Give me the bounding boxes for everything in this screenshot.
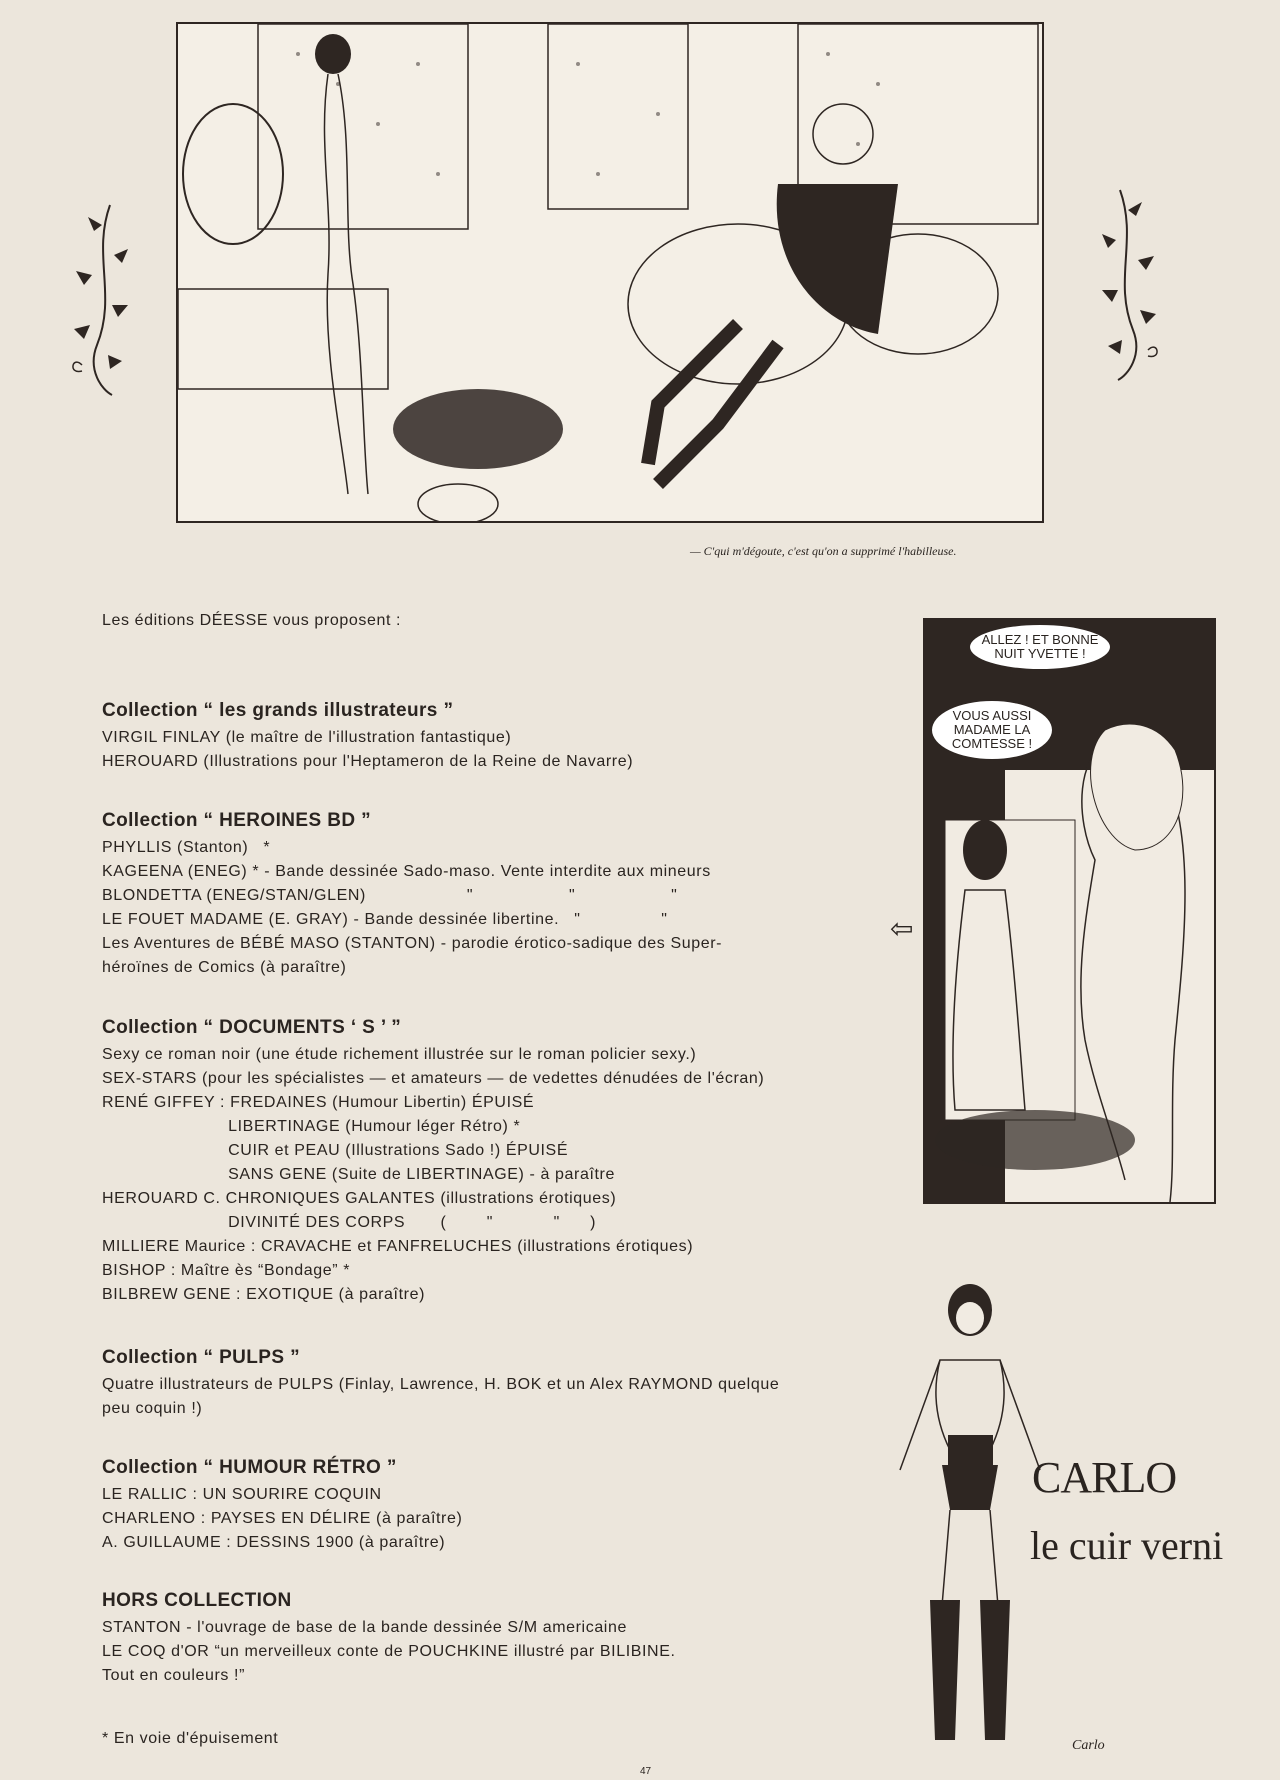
section-line: A. GUILLAUME : DESSINS 1900 (à paraître) [102, 1534, 446, 1551]
speech-bubble-1: ALLEZ ! ET BONNE NUIT YVETTE ! [969, 624, 1111, 670]
section-title: Collection “ DOCUMENTS ‘ S ’ ” [102, 1017, 402, 1038]
section-line: VIRGIL FINLAY (le maître de l'illustration fantastique) [102, 729, 512, 746]
ad-title: CARLO [1032, 1453, 1177, 1502]
section-line: HEROUARD (Illustrations pour l'Heptameron de la Reine de Navarre) [102, 753, 634, 770]
section-title: Collection “ PULPS ” [102, 1347, 301, 1368]
section-line: LIBERTINAGE (Humour léger Rétro) * [102, 1118, 521, 1135]
section-title: Collection “ HUMOUR RÉTRO ” [102, 1457, 397, 1478]
section-title: HORS COLLECTION [102, 1590, 292, 1611]
section-line: PHYLLIS (Stanton) * [102, 839, 271, 856]
section-line: KAGEENA (ENEG) * - Bande dessinée Sado-maso. Vente interdite aux mineurs [102, 863, 711, 880]
illustration-scene [178, 24, 1042, 521]
section-line: SANS GENE (Suite de LIBERTINAGE) - à paraître [102, 1166, 615, 1183]
carlo-figure-illustration [880, 1270, 1060, 1750]
footnote [102, 1727, 882, 1751]
section-line: CHARLENO : PAYSES EN DÉLIRE (à paraître) [102, 1510, 463, 1527]
section-line: Tout en couleurs !” [102, 1667, 246, 1684]
section-line: STANTON - l'ouvrage de base de la bande dessinée S/M americaine [102, 1619, 627, 1636]
section-hors-collection [102, 1590, 882, 1688]
section-line: CUIR et PEAU (Illustrations Sado !) ÉPUISÉ [102, 1142, 569, 1159]
section-title: Collection “ les grands illustrateurs ” [102, 700, 454, 721]
section-line: MILLIERE Maurice : CRAVACHE et FANFRELUCHES (illustrations érotiques) [102, 1238, 694, 1255]
section-documents-s [102, 1017, 882, 1307]
arrow-left-icon: ⇦ [890, 913, 914, 944]
section-humour-retro [102, 1457, 882, 1555]
footnote-text: * En voie d'épuisement [102, 1730, 279, 1747]
page-number: 47 [640, 1766, 652, 1777]
ivy-ornament-right [1098, 180, 1168, 390]
section-line: SEX-STARS (pour les spécialistes — et amateurs — de vedettes dénudées de l'écran) [102, 1070, 765, 1087]
section-pulps [102, 1347, 882, 1421]
section-title: Collection “ HEROINES BD ” [102, 810, 372, 831]
section-heroines-bd [102, 810, 882, 980]
section-line: RENÉ GIFFEY : FREDAINES (Humour Libertin) ÉPUISÉ [102, 1094, 535, 1111]
section-line: BILBREW GENE : EXOTIQUE (à paraître) [102, 1286, 426, 1303]
section-line: Sexy ce roman noir (une étude richement illustrée sur le roman policier sexy.) [102, 1046, 697, 1063]
section-line: HEROUARD C. CHRONIQUES GALANTES (illustrations érotiques) [102, 1190, 617, 1207]
ivy-ornament-left [62, 195, 132, 405]
illustration-caption: — C'qui m'dégoute, c'est qu'on a supprimé l'habilleuse. [690, 544, 957, 558]
comic-panel [923, 618, 1216, 1204]
section-line: LE FOUET MADAME (E. GRAY) - Bande dessinée libertine. " " [102, 911, 668, 928]
section-line: Quatre illustrateurs de PULPS (Finlay, Lawrence, H. BOK et un Alex RAYMOND quelque [102, 1376, 780, 1393]
section-line: LE RALLIC : UN SOURIRE COQUIN [102, 1486, 382, 1503]
section-line: Les Aventures de BÉBÉ MASO (STANTON) - parodie érotico-sadique des Super- [102, 935, 723, 952]
ad-subtitle: le cuir verni [1030, 1523, 1224, 1568]
signature: Carlo [1072, 1738, 1105, 1753]
speech-bubble-2: VOUS AUSSI MADAME LA COMTESSE ! [931, 700, 1053, 760]
section-line: héroïnes de Comics (à paraître) [102, 959, 347, 976]
section-line: BLONDETTA (ENEG/STAN/GLEN) " " " [102, 887, 678, 904]
section-grands-illustrateurs [102, 700, 882, 774]
lead-text: Les éditions DÉESSE vous proposent : [102, 612, 402, 629]
section-line: DIVINITÉ DES CORPS ( " " ) [102, 1214, 597, 1231]
section-line: peu coquin !) [102, 1400, 203, 1417]
section-line: BISHOP : Maître ès “Bondage” * [102, 1262, 351, 1279]
top-illustration [176, 22, 1044, 523]
section-line: LE COQ d'OR “un merveilleux conte de POUCHKINE illustré par BILIBINE. [102, 1643, 676, 1660]
